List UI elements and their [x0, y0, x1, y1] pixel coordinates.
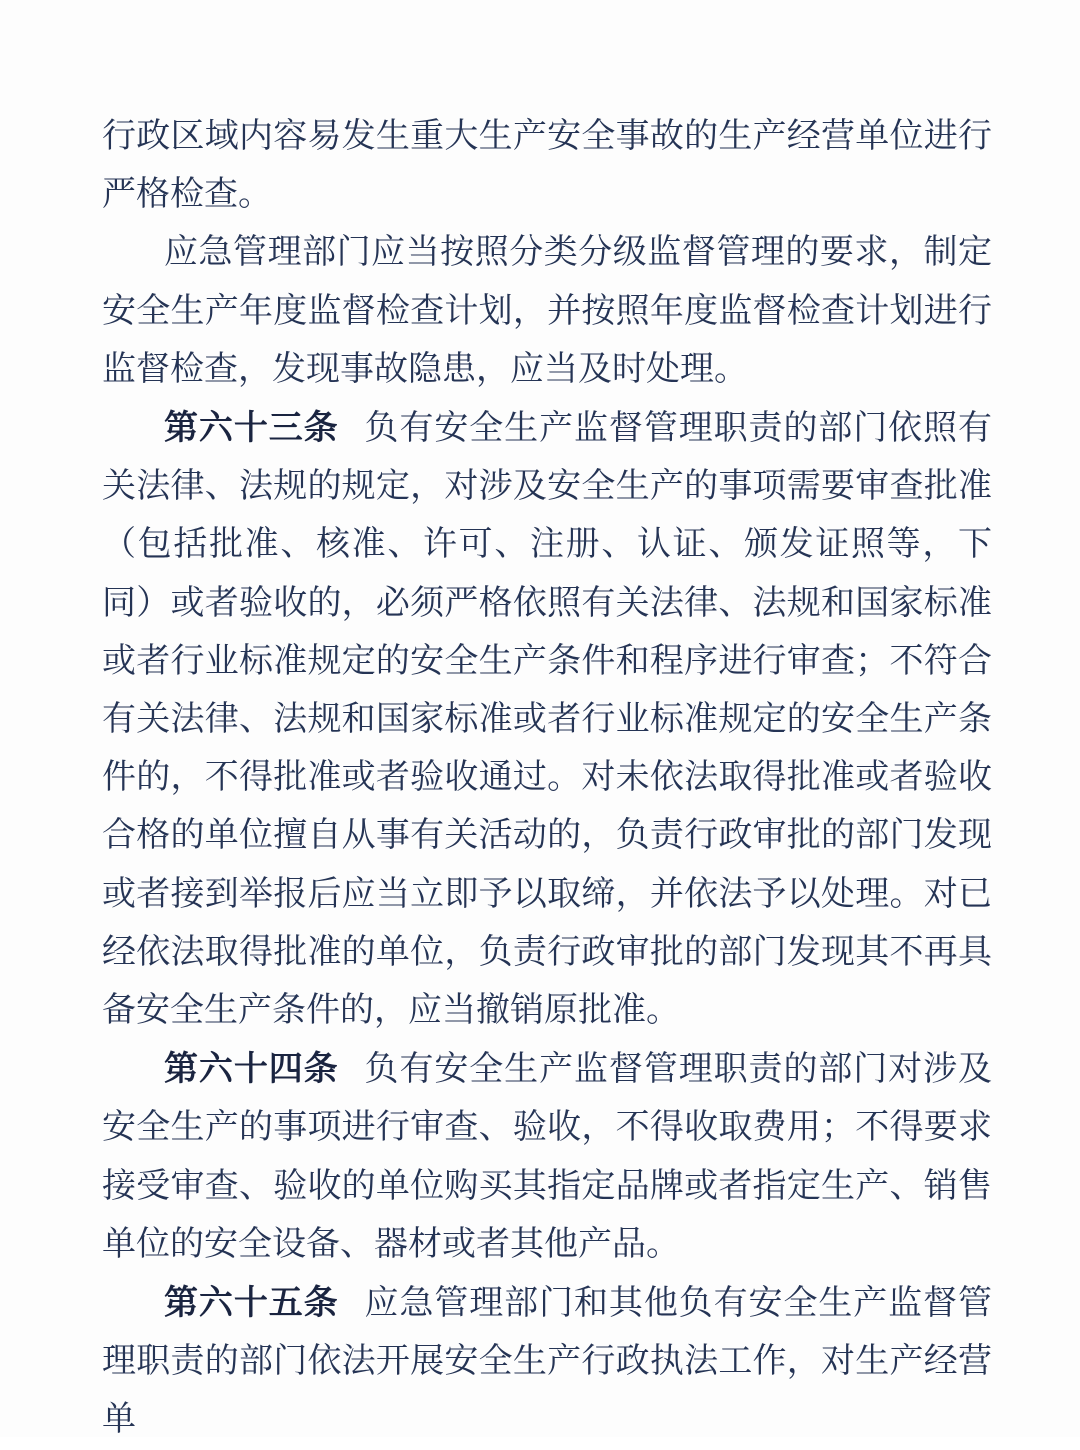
paragraph [102, 1040, 992, 1274]
paragraph-text: 行政区域内容易发生重大生产安全事故的生产经营单位进行严格检查。 [102, 118, 992, 214]
paragraph-text: 应急管理部门应当按照分类分级监督管理的要求，制定安全生产年度监督检查计划，并按照年度监督检查计划进行监督检查，发现事故隐患，应当及时处理。 [102, 234, 992, 388]
paragraph [102, 399, 992, 1040]
paragraph-text: 负有安全生产监督管理职责的部门依照有关法律、法规的规定，对涉及安全生产的事项需要审查批准（包括批准、核准、许可、注册、认证、颁发证照等，下同）或者验收的，必须严格依照有关法律、法规和国家标准或者行业标准规定的安全生产条件和程序进行审查；不符合有关法律、法规和国家标准或者行业标准规定的安全生产条件的，不得批准或者验收通过。对未依法取得批准或者验收合格的单位擅自从事有关活动的，负责行政审批的部门发现或者接到举报后应当立即予以取缔，并依法予以处理。对已经依法取得批准的单位，负责行政审批的部门发现其不再具备安全生产条件的，应当撤销原批准。 [102, 410, 993, 1030]
paragraph [102, 1274, 992, 1450]
article-number: 第六十五条 [164, 1284, 339, 1323]
paragraph [102, 224, 992, 399]
paragraph-text: 应急管理部门和其他负有安全生产监督管理职责的部门依法开展安全生产行政执法工作，对生产经营单 [102, 1285, 993, 1439]
document-text-body [102, 108, 992, 1450]
paragraph [102, 108, 992, 224]
paragraph-text: 负有安全生产监督管理职责的部门对涉及安全生产的事项进行审查、验收，不得收取费用；不得要求接受审查、验收的单位购买其指定品牌或者指定生产、销售单位的安全设备、器材或者其他产品。 [102, 1051, 993, 1263]
article-number: 第六十四条 [164, 1050, 339, 1089]
article-number: 第六十三条 [164, 409, 339, 448]
